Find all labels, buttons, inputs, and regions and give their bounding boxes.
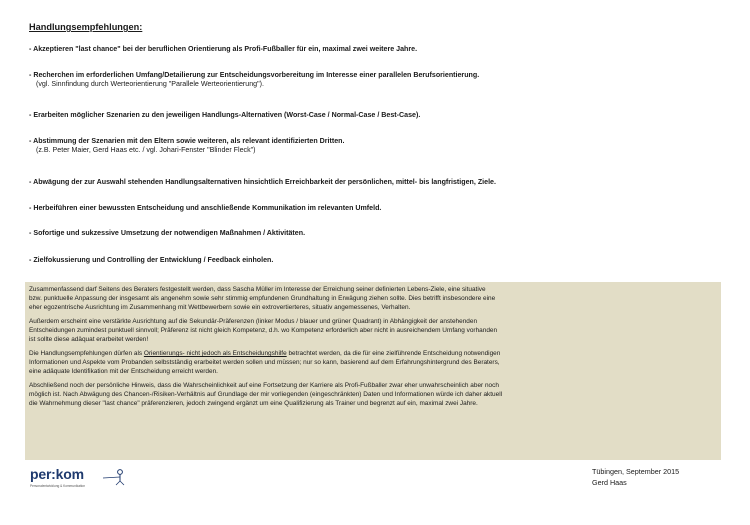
recommendation-2 xyxy=(29,71,479,89)
summary-line: eher egozentrische Ausrichtung im Zusammenhang mit Wettbewerbern sowie ein extrovertierteres, situativ angemessenes, Verhalten. xyxy=(29,304,411,312)
summary-line: Entscheidungen zumindest punktuell sinnvoll; Präferenz ist nicht gleich Kompetenz, d.h. wo Kompetenz erforderlich aber nicht in ausreichendem Umfang vorhanden xyxy=(29,327,498,335)
recommendation-note: (vgl. Sinnfindung durch Werteorientierung "Parallele Werteorientierung"). xyxy=(36,80,264,88)
summary-text: Die Handlungsempfehlungen dürfen als xyxy=(29,349,144,357)
recommendation-6 xyxy=(29,204,381,213)
logo-tagline: Personalentwicklung & Kommunikation xyxy=(30,484,86,488)
summary-paragraph-3 xyxy=(29,349,716,376)
logo-wordmark: per:kom xyxy=(30,466,84,482)
recommendation-text: - Akzeptieren "last chance" bei der beruflichen Orientierung als Profi-Fußballer für ein, maximal zwei weitere Jahre. xyxy=(29,45,418,53)
recommendation-4 xyxy=(29,137,344,155)
logo-figure-icon xyxy=(100,468,126,486)
underlined-phrase: Orientierungs- nicht jedoch als Entscheidungshilfe xyxy=(143,349,287,357)
perkom-logo xyxy=(30,466,140,494)
place-date: Tübingen, September 2015 xyxy=(592,467,680,476)
recommendation-text: - Herbeiführen einer bewussten Entscheidung und anschließende Kommunikation im relevanten Umfeld. xyxy=(29,204,382,212)
recommendation-text: - Zielfokussierung und Controlling der Entwicklung / Feedback einholen. xyxy=(29,256,274,264)
recommendation-1 xyxy=(29,45,417,54)
summary-line: die Wahrnehmung dieser "last chance" präferenzieren, jedoch zwingend ergänzt um eine Qualifizierung als Trainer und begrenzt auf ein, maximal zwei Jahre. xyxy=(29,400,478,408)
recommendation-text: - Sofortige und sukzessive Umsetzung der notwendigen Maßnahmen / Aktivitäten. xyxy=(29,229,306,237)
author-name: Gerd Haas xyxy=(592,478,627,487)
summary-line: Informationen und Aspekte vom Probanden selbstständig erarbeitet werden sollen und müssen; nur so kann, basierend auf dem Erfahrungshintergrund des Beraters, xyxy=(29,359,500,367)
recommendation-3 xyxy=(29,111,420,120)
summary-paragraph-1 xyxy=(29,285,716,312)
summary-line: bzw. punktuelle Anpassung der insgesamt als angenehm sowie sehr stimmig empfundenen Grundhaltung in Erwägung ziehen sollte. Dies betrifft insbesondere eine xyxy=(29,295,496,303)
recommendation-text: - Recherchen im erforderlichen Umfang/Detailierung zur Entscheidungsvorbereitung im Interesse einer parallelen Berufsorientierung. xyxy=(29,71,480,79)
summary-line: Zusammenfassend darf Seitens des Beraters festgestellt werden, dass Sascha Müller im Interesse der Erreichung seiner definierten Lebens-Ziele, eine situative xyxy=(29,286,486,293)
summary-box xyxy=(25,282,721,460)
recommendation-text: - Abwägung der zur Auswahl stehenden Handlungsalternativen hinsichtlich Erreichbarkeit der persönlichen, mittel- bis langfristigen, Ziele. xyxy=(29,178,496,186)
summary-paragraph-2 xyxy=(29,317,716,344)
recommendation-7 xyxy=(29,229,305,238)
signature-block xyxy=(592,466,679,488)
summary-line: Abschließend noch der persönliche Hinweis, dass die Wahrscheinlichkeit auf eine Fortsetzung der Karriere als Profi-Fußballer zwar eher unwahrscheinlich aber noch xyxy=(29,381,499,389)
heading: Handlungsempfehlungen: xyxy=(29,22,143,32)
summary-line: ist sollte diese adäquat erarbeitet werden! xyxy=(29,336,149,344)
summary-paragraph-4 xyxy=(29,381,716,408)
recommendation-note: (z.B. Peter Maier, Gerd Haas etc. / vgl. Johari-Fenster "Blinder Fleck") xyxy=(36,146,256,154)
summary-line: möglich ist. Nach Abwägung des Chancen-/Risiken-Verhältnis auf Grundlage der mir vorliegenden (eingeschränkten) Daten und Informationen würde ich daher aktuell xyxy=(29,391,503,398)
summary-line: eine adäquate Identifikation mit der Entscheidung erreicht werden. xyxy=(29,368,218,376)
recommendation-text: - Abstimmung der Szenarien mit den Eltern sowie weiteren, als relevant identifizierten Dritten. xyxy=(29,137,345,145)
summary-text: betrachtet werden, da die für eine zielführende Entscheidung notwendigen xyxy=(286,349,501,357)
recommendation-8 xyxy=(29,256,273,265)
recommendation-text: - Erarbeiten möglicher Szenarien zu den jeweiligen Handlungs-Alternativen (Worst-Case / Normal-Case / Best-Case). xyxy=(29,111,421,119)
summary-line: Außerdem erscheint eine verstärkte Ausrichtung auf die Sekundär-Präferenzen (linker Modus / blauer und grüner Quadrant) in Abhängigkeit der anstehenden xyxy=(29,317,478,325)
recommendation-5 xyxy=(29,178,496,187)
